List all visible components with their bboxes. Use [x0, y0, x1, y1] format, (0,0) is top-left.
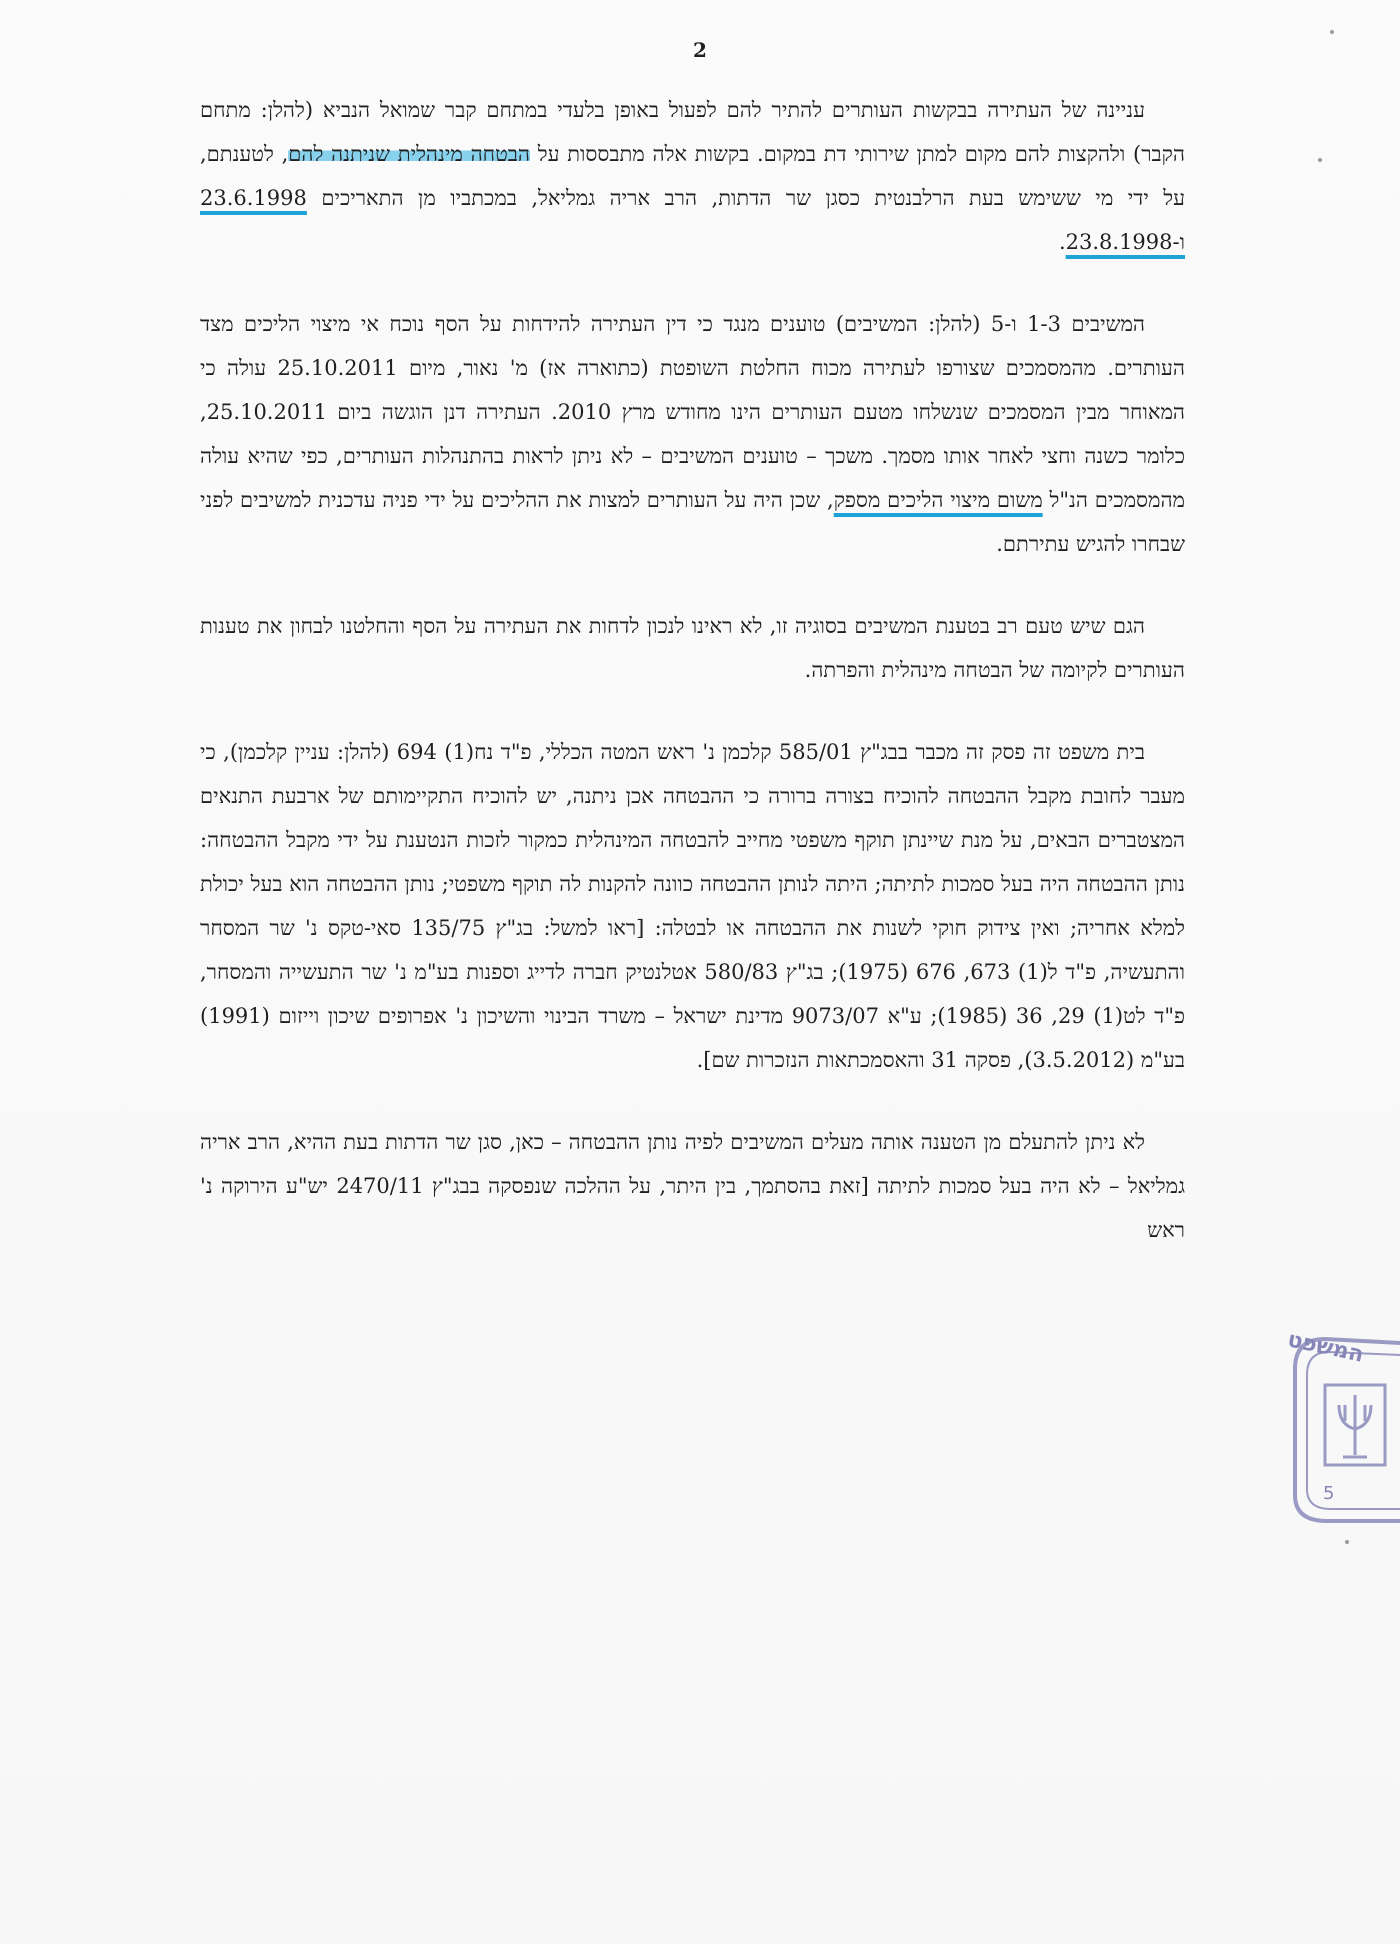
paragraph-1-text-a: עניינה של העתירה בבקשות העותרים להתיר להם לפעול באופן בלעדי במתחם קבר שמואל הנביא (להלן: מתחם הקבר) ולהקצות להם מקום למתן שירותי דת במקום. בקשות אלה מתבססות על: [200, 98, 1185, 166]
paragraph-5: לא ניתן להתעלם מן הטענה אותה מעלים המשיבים לפיה נותן ההבטחה – כאן, סגן שר הדתות בעת ההיא, הרב אריה גמליאל – לא היה בעל סמכות לתיתה [זאת בהסתמך, בין היתר, על ההלכה שנפסקה בבג"ץ 2470/11 יש"ע הירוקה נ' ראש: [200, 1130, 1185, 1242]
scan-speck: [1345, 1540, 1349, 1544]
underlined-letter-dates: 23.6.1998 ו-23.8.1998: [200, 186, 1185, 254]
document-body: [200, 88, 1185, 1290]
stamp-number: 5: [1323, 1483, 1335, 1504]
paragraph-3: הגם שיש טעם רב בטענת המשיבים בסוגיה זו, לא ראינו לנכון לדחות את העתירה על הסף והחלטנו לבחון את טענות העותרים לקיומה של הבטחה מינהלית והפרתה.: [200, 614, 1185, 682]
paragraph-2-text-b: , שכן היה על העותרים למצות את ההליכים על ידי פניה עדכנית למשיבים לפני שבחרו להגיש עתירתם.: [200, 488, 1185, 556]
court-stamp: [1265, 1325, 1400, 1535]
paragraph-2: [200, 302, 1185, 566]
stamp-text: המשפט: [1285, 1327, 1366, 1368]
underlined-exhaustion-phrase: משום מיצוי הליכים מספק: [833, 488, 1043, 512]
page-number: 2: [693, 38, 707, 62]
paragraph-4: בית משפט זה פסק זה מכבר בבג"ץ 585/01 קלכמן נ' ראש המטה הכללי, פ"ד נח(1) 694 (להלן: עניין קלכמן), כי מעבר לחובת מקבל ההבטחה להוכיח בצורה ברורה כי ההבטחה אכן ניתנה, יש להוכיח התקיימותם של ארבעת התנאים המצטברים הבאים, על מנת שיינתן תוקף משפטי מחייב להבטחה המינהלית כמקור לזכות הנטענת על ידי מקבל ההבטחה: נותן ההבטחה היה בעל סמכות לתיתה; היתה לנותן ההבטחה כוונה להקנות לה תוקף משפטי; נותן ההבטחה הוא בעל יכולת למלא אחריה; ואין צידוק חוקי לשנות את ההבטחה או לבטלה: [ראו למשל: בג"ץ 135/75 סאי-טקס נ' שר המסחר והתעשיה, פ"ד ל(1) 673, 676 (1975); בג"ץ 580/83 אטלנטיק חברה לדייג וספנות בע"מ נ' שר התעשייה והמסחר, פ"ד לט(1) 29, 36 (1985); ע"א 9073/07 מדינת ישראל – משרד הבינוי והשיכון נ' אפרופים שיכון וייזום (1991) בע"מ (3.5.2012), פסקה 31 והאסמכתאות הנזכרות שם].: [200, 740, 1185, 1072]
scan-speck: [1330, 30, 1334, 34]
paragraph-1-text-b: , לטענתם, על ידי מי ששימש בעת הרלבנטית כסגן שר הדתות, הרב אריה גמליאל, במכתביו מן התאריכים: [200, 142, 1185, 210]
paragraph-1: [200, 88, 1185, 264]
paragraph-1-end: .: [1058, 230, 1066, 254]
scan-speck: [1318, 158, 1322, 162]
paragraph-2-text-a: המשיבים 1-3 ו-5 (להלן: המשיבים) טוענים מנגד כי דין העתירה להידחות על הסף נוכח אי מיצוי הליכים מצד העותרים. מהמסמכים שצורפו לעתירה מכוח החלטת השופטת (כתוארה אז) מ' נאור, מיום 25.10.2011 עולה כי המאוחר מבין המסמכים שנשלחו מטעם העותרים הינו מחודש מרץ 2010. העתירה דנן הוגשה ביום 25.10.2011, כלומר כשנה וחצי לאחר אותו מסמך. משכך – טוענים המשיבים – לא ניתן לראות בהתנהלות העותרים, כפי שהיא עולה מהמסמכים הנ"ל: [200, 312, 1186, 512]
highlighted-promise-phrase: הבטחה מינהלית שניתנה להם: [288, 142, 530, 166]
